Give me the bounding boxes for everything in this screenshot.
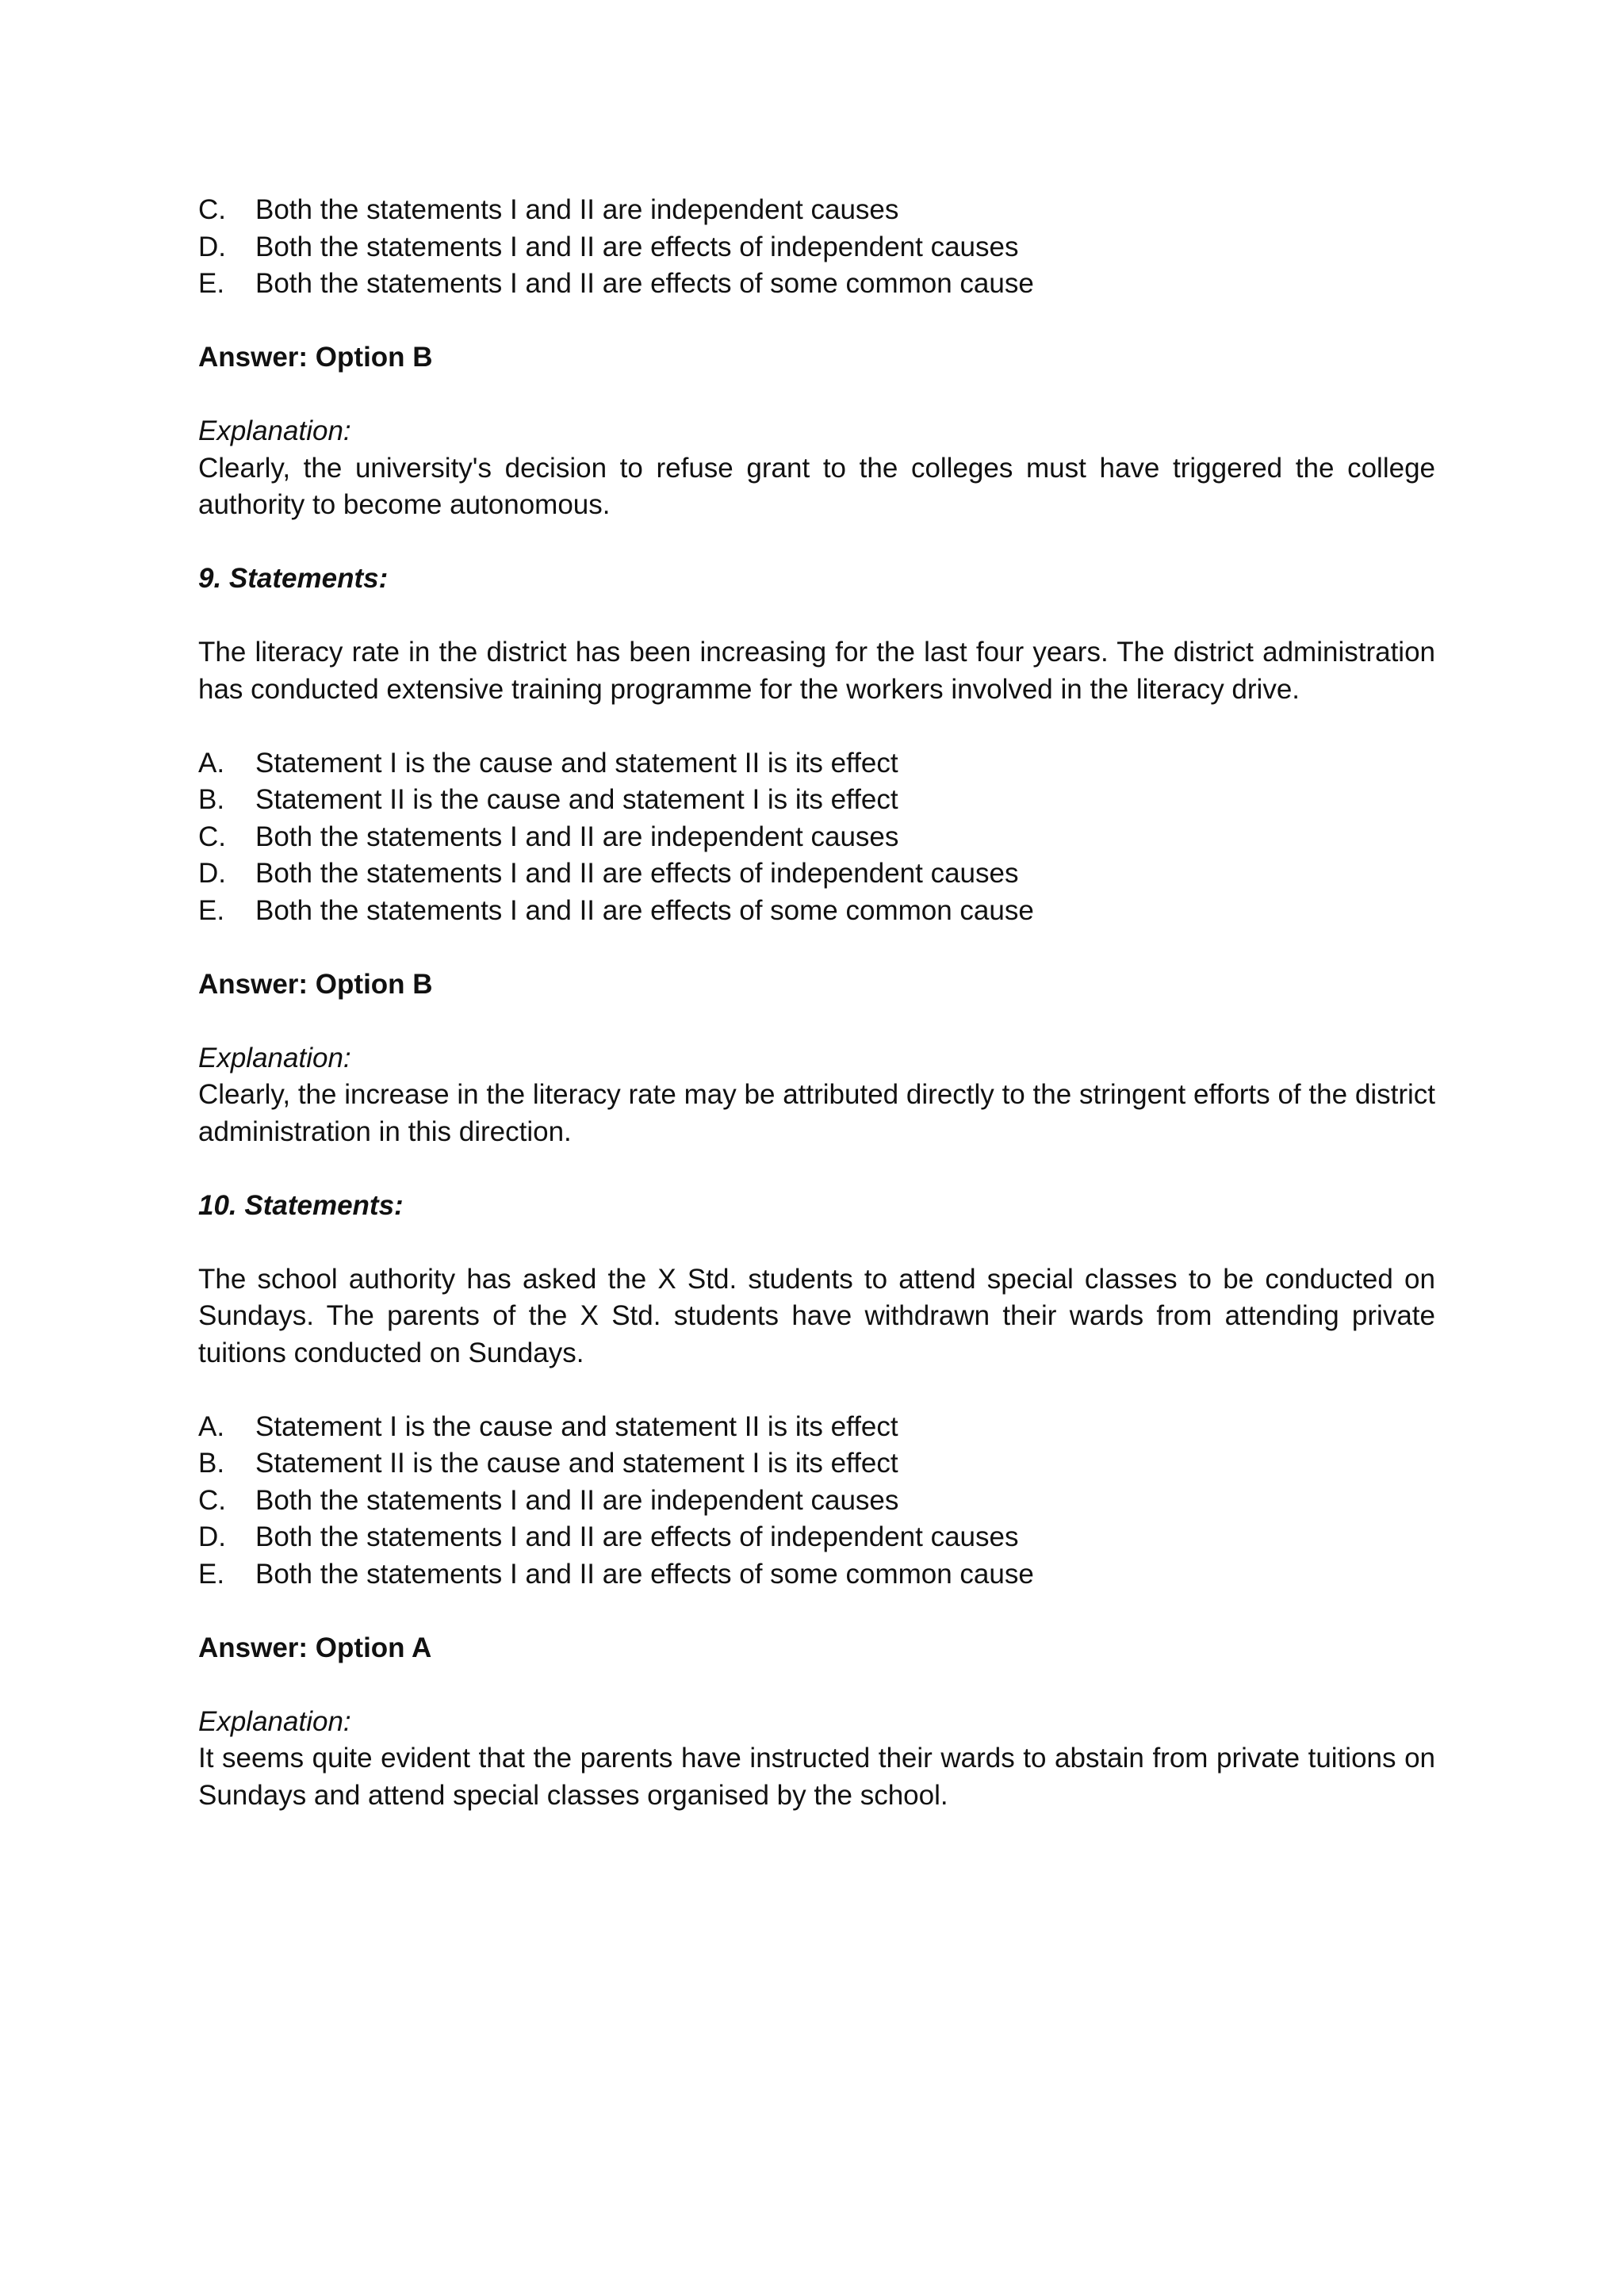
question-9-statement: The literacy rate in the district has been increasing for the last four years. The district administration has conducted extensive training programme for the workers involved in the literacy drive. [198, 637, 1435, 705]
option-text: Both the statements I and II are independent causes [255, 1484, 899, 1516]
option-letter: B. [198, 1448, 225, 1479]
question-9-explanation: Clearly, the increase in the literacy rate may be attributed directly to the stringent efforts of the district administration in this direction. [198, 1079, 1435, 1147]
option-c [198, 1483, 1435, 1520]
option-letter: A. [198, 747, 225, 779]
option-letter: B. [198, 784, 225, 815]
question-8-answer: Answer: Option B [198, 342, 433, 373]
question-8-options [198, 192, 1435, 303]
option-text: Statement I is the cause and statement II is its effect [255, 747, 898, 779]
option-letter: E. [198, 1558, 225, 1590]
option-d [198, 229, 1435, 266]
question-10-explanation-label: Explanation: [198, 1705, 351, 1737]
option-text: Statement II is the cause and statement I is its effect [255, 1448, 898, 1479]
option-text: Both the statements I and II are independent causes [255, 821, 899, 852]
question-9-explanation-label: Explanation: [198, 1042, 351, 1073]
question-9-options [198, 745, 1435, 930]
question-10-title: 10. Statements: [198, 1189, 404, 1221]
option-letter: A. [198, 1410, 225, 1442]
question-10-statement: The school authority has asked the X Std. students to attend special classes to be conducted on Sundays. The parents of the X Std. students have withdrawn their wards from attending private tuitions conducted on Sundays. [198, 1263, 1435, 1368]
option-text: Both the statements I and II are effects of some common cause [255, 1558, 1034, 1590]
option-c [198, 192, 1435, 229]
option-e [198, 893, 1435, 930]
option-letter: E. [198, 268, 225, 299]
option-c [198, 819, 1435, 856]
option-text: Both the statements I and II are independent causes [255, 194, 899, 225]
option-letter: E. [198, 894, 225, 926]
option-e [198, 1556, 1435, 1594]
question-10-answer: Answer: Option A [198, 1632, 432, 1663]
option-e [198, 266, 1435, 303]
option-text: Both the statements I and II are effects of some common cause [255, 894, 1034, 926]
option-b [198, 782, 1435, 819]
question-8-explanation-label: Explanation: [198, 415, 351, 446]
option-a [198, 745, 1435, 783]
option-text: Statement I is the cause and statement II is its effect [255, 1410, 898, 1442]
document-page [198, 192, 1435, 1814]
option-letter: C. [198, 1484, 226, 1516]
option-letter: D. [198, 1521, 226, 1552]
question-10-options [198, 1409, 1435, 1594]
option-letter: D. [198, 231, 226, 262]
option-a [198, 1409, 1435, 1446]
question-9-answer: Answer: Option B [198, 968, 433, 1000]
option-text: Both the statements I and II are effects of some common cause [255, 268, 1034, 299]
question-8-explanation: Clearly, the university's decision to refuse grant to the colleges must have triggered the college authority to become autonomous. [198, 452, 1435, 520]
option-letter: C. [198, 821, 226, 852]
option-text: Both the statements I and II are effects of independent causes [255, 231, 1019, 262]
question-9-title: 9. Statements: [198, 563, 389, 594]
option-text: Statement II is the cause and statement I is its effect [255, 784, 898, 815]
option-d [198, 855, 1435, 893]
question-10-explanation: It seems quite evident that the parents have instructed their wards to abstain from private tuitions on Sundays and attend special classes organised by the school. [198, 1743, 1435, 1811]
option-letter: D. [198, 858, 226, 889]
option-d [198, 1519, 1435, 1556]
option-text: Both the statements I and II are effects of independent causes [255, 1521, 1019, 1552]
option-letter: C. [198, 194, 226, 225]
option-text: Both the statements I and II are effects of independent causes [255, 858, 1019, 889]
option-b [198, 1445, 1435, 1483]
